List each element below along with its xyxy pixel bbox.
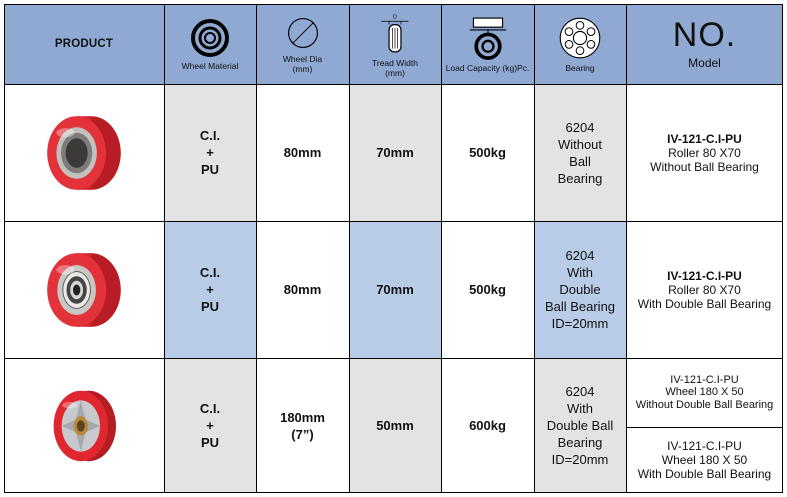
row-1-load-value: 500kg xyxy=(469,145,506,160)
wheel-diameter-icon xyxy=(285,15,321,51)
row-1-load xyxy=(441,84,534,221)
row-3-model-a xyxy=(626,358,783,427)
row-2-material xyxy=(164,221,256,358)
border-left xyxy=(4,4,5,493)
row-3-bearing-value: 6204 With Double Ball Bearing ID=20mm xyxy=(546,384,614,467)
border-col-1 xyxy=(164,4,165,493)
header-tread-width xyxy=(349,4,441,84)
tread-width-icon xyxy=(378,11,412,57)
row-2-tread-value: 70mm xyxy=(376,282,414,297)
header-product-label: PRODUCT xyxy=(54,38,114,50)
row-1-model xyxy=(626,84,783,221)
row-3-material-value: C.I. + PU xyxy=(199,401,221,450)
row-2-model-code: IV-121-C.I-PU xyxy=(667,268,742,283)
row-2-model xyxy=(626,221,783,358)
border-col-4 xyxy=(441,4,442,493)
header-load-capacity-label: Load Capacity (kg)Pc. xyxy=(445,62,530,73)
row-3-tread-value: 50mm xyxy=(376,418,414,433)
row-1-tread xyxy=(349,84,441,221)
header-wheel-material xyxy=(164,4,256,84)
bearing-icon xyxy=(558,16,602,60)
tread-d-mark: D xyxy=(393,14,397,21)
row-1-dia xyxy=(256,84,349,221)
row-2-dia xyxy=(256,221,349,358)
header-tread-width-label: Tread Width (mm) xyxy=(372,57,418,78)
load-capacity-icon xyxy=(468,16,508,62)
row-1-bearing xyxy=(534,84,626,221)
border-row-3 xyxy=(4,358,783,359)
row-1-dia-value: 80mm xyxy=(283,145,322,160)
header-load-capacity xyxy=(441,4,534,84)
border-bottom xyxy=(4,492,783,493)
product-table xyxy=(4,4,783,493)
row-1-bearing-value: 6204 Without Ball Bearing xyxy=(557,119,603,186)
row-1-tread-value: 70mm xyxy=(376,145,414,160)
row-3-model-a-desc: Wheel 180 X 50 Without Double Ball Bearing xyxy=(635,386,774,411)
row-2-bearing-value: 6204 With Double Ball Bearing ID=20mm xyxy=(544,248,616,331)
row-2-load xyxy=(441,221,534,358)
row-2-material-value: C.I. + PU xyxy=(199,265,221,314)
row-3-dia xyxy=(256,358,349,493)
row-3-model-b xyxy=(626,427,783,493)
row-3-bearing xyxy=(534,358,626,493)
header-wheel-dia-label: Wheel Dia (mm) xyxy=(282,53,323,74)
border-col-6 xyxy=(626,4,627,493)
header-no-model xyxy=(626,4,783,84)
header-no-label: NO. xyxy=(672,16,737,54)
row-3-model-b-code: IV-121-C.I-PU xyxy=(667,439,742,453)
row-1-model-desc: Roller 80 X70 Without Ball Bearing xyxy=(650,145,759,174)
row-3-load xyxy=(441,358,534,493)
border-col-3 xyxy=(349,4,350,493)
row-2-product-image xyxy=(4,221,164,358)
wheel-material-icon xyxy=(190,18,230,58)
row-2-dia-value: 80mm xyxy=(283,282,322,297)
row-1-model-code: IV-121-C.I-PU xyxy=(667,131,742,146)
row-2-load-value: 500kg xyxy=(469,282,506,297)
row-3-load-value: 600kg xyxy=(469,418,506,433)
border-col-2 xyxy=(256,4,257,493)
row-1-material-value: C.I. + PU xyxy=(199,128,221,177)
row-1-product-image xyxy=(4,84,164,221)
border-right xyxy=(782,4,783,493)
red-wheel-cast-iron-hub-image xyxy=(44,380,124,472)
row-3-tread xyxy=(349,358,441,493)
header-bearing xyxy=(534,4,626,84)
header-model-label: Model xyxy=(688,56,721,70)
row-1-material xyxy=(164,84,256,221)
row-3-model-a-code: IV-121-C.I-PU xyxy=(670,373,739,386)
row-2-tread xyxy=(349,221,441,358)
row-3-dia-value: 180mm (7”) xyxy=(280,409,325,442)
header-bearing-label: Bearing xyxy=(565,62,595,73)
header-product xyxy=(4,4,164,84)
border-top xyxy=(4,4,783,5)
header-wheel-material-label: Wheel Material xyxy=(181,60,239,71)
red-roller-wheel-image xyxy=(38,107,130,199)
header-wheel-dia xyxy=(256,4,349,84)
border-col-5 xyxy=(534,4,535,493)
row-2-model-desc: Roller 80 X70 With Double Ball Bearing xyxy=(637,282,772,311)
row-3-model-b-desc: Wheel 180 X 50 With Double Ball Bearing xyxy=(637,453,772,481)
row-2-bearing xyxy=(534,221,626,358)
row-3-material xyxy=(164,358,256,493)
border-row-2 xyxy=(4,221,783,222)
red-roller-bearing-wheel-image xyxy=(38,244,130,336)
row-3-product-image xyxy=(4,358,164,493)
border-row-1 xyxy=(4,84,783,85)
border-model-split xyxy=(626,427,783,428)
